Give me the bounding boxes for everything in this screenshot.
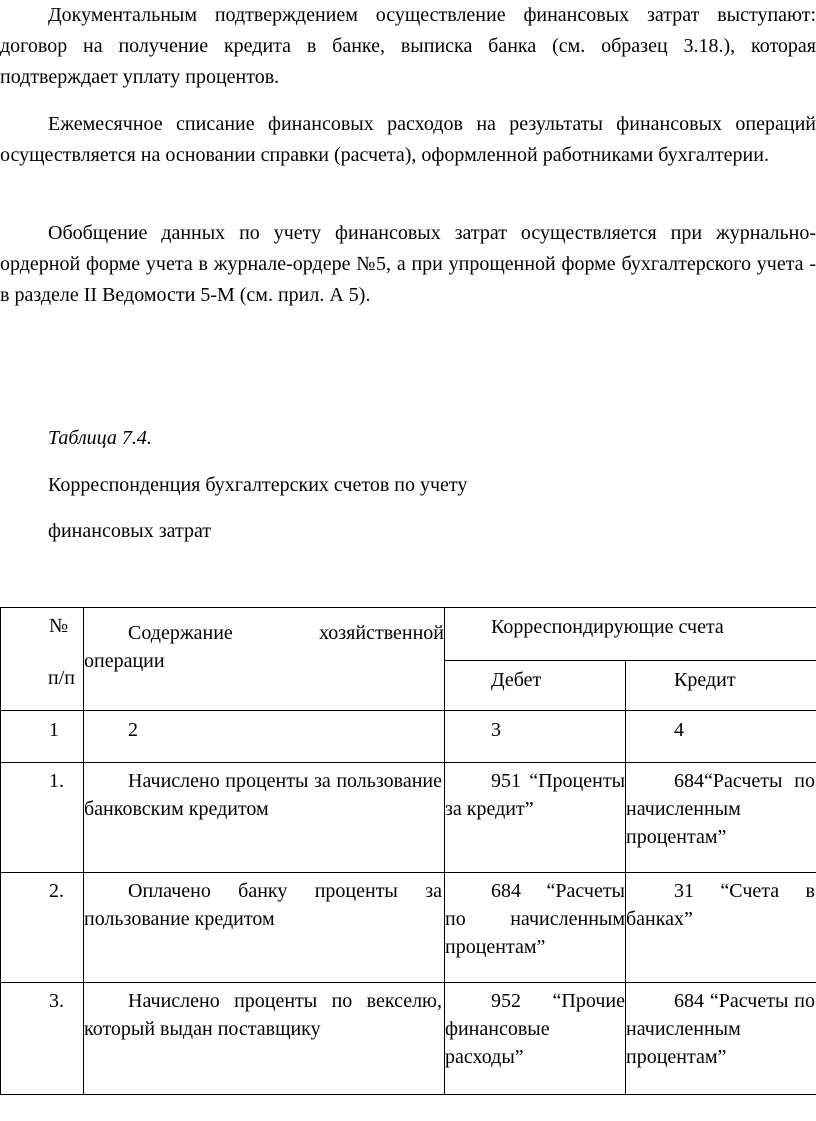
row-credit: 31 “Счета в банках”	[626, 880, 815, 930]
row-operation: Оплачено банку проценты за пользование кредитом	[84, 880, 442, 930]
header-credit: Кредит	[674, 669, 736, 691]
header-debit: Дебет	[491, 669, 542, 691]
row-operation: Начислено проценты за пользование банковским кредитом	[84, 770, 442, 820]
index-cell-3: 3	[491, 719, 501, 741]
header-credit-cell	[626, 661, 816, 711]
paragraph-summary: Обобщение данных по учету финансовых затрат осуществляется при журнально-ордерной форме учета в журнале-ордере №5, а при упрощенной форме бухгалтерского учета - в разделе II Ведомости 5-М (см. прил. А 5).	[0, 222, 816, 306]
table-title-line2: финансовых затрат	[48, 520, 212, 542]
paragraph-documentation: Документальным подтверждением осуществление финансовых затрат выступают: договор на получение кредита в банке, выписка банка (см. образец 3.18.), которая подтверждает уплату процентов.	[0, 4, 816, 88]
index-cell-2: 2	[128, 719, 138, 741]
table-row	[1, 873, 816, 983]
table-number: Таблица 7.4.	[48, 427, 152, 449]
row-num: 2.	[49, 880, 64, 902]
row-credit: 684“Расчеты по начисленным процентам”	[626, 770, 815, 848]
row-num: 1.	[49, 770, 64, 792]
header-accounts: Корреспондирующие счета	[491, 616, 724, 638]
paragraph-monthly-writeoff: Ежемесячное списание финансовых расходов на результаты финансовых операций осуществляется на основании справки (расчета), оформленной работниками бухгалтерии.	[0, 113, 816, 166]
header-debit-cell	[445, 661, 626, 711]
header-operation-cell	[84, 608, 445, 711]
table-title-line1: Корреспонденция бухгалтерских счетов по учету	[48, 474, 468, 496]
row-num: 3.	[49, 990, 64, 1012]
row-operation: Начислено проценты по векселю, который выдан поставщику	[84, 990, 442, 1040]
header-operation: Содержание хозяйственной операции	[84, 622, 444, 672]
accounts-correspondence-table	[0, 607, 816, 1095]
row-debit: 684 “Расчеты по начисленным процентам”	[445, 880, 625, 958]
row-debit: 951 “Проценты за кредит”	[445, 770, 625, 820]
table-header-row	[1, 608, 816, 661]
table-row	[1, 983, 816, 1095]
row-debit: 952 “Прочие финансовые расходы”	[445, 990, 625, 1068]
header-num-pp: п/п	[48, 667, 75, 689]
table-row	[1, 763, 816, 873]
table-index-row	[1, 711, 816, 763]
index-cell-4: 4	[674, 719, 684, 741]
row-credit: 684 “Расчеты по начисленным процентам”	[626, 990, 815, 1068]
header-num-sign: №	[49, 615, 69, 637]
header-accounts-cell	[445, 608, 816, 661]
header-num-cell	[1, 608, 84, 711]
index-cell-1: 1	[49, 719, 59, 741]
